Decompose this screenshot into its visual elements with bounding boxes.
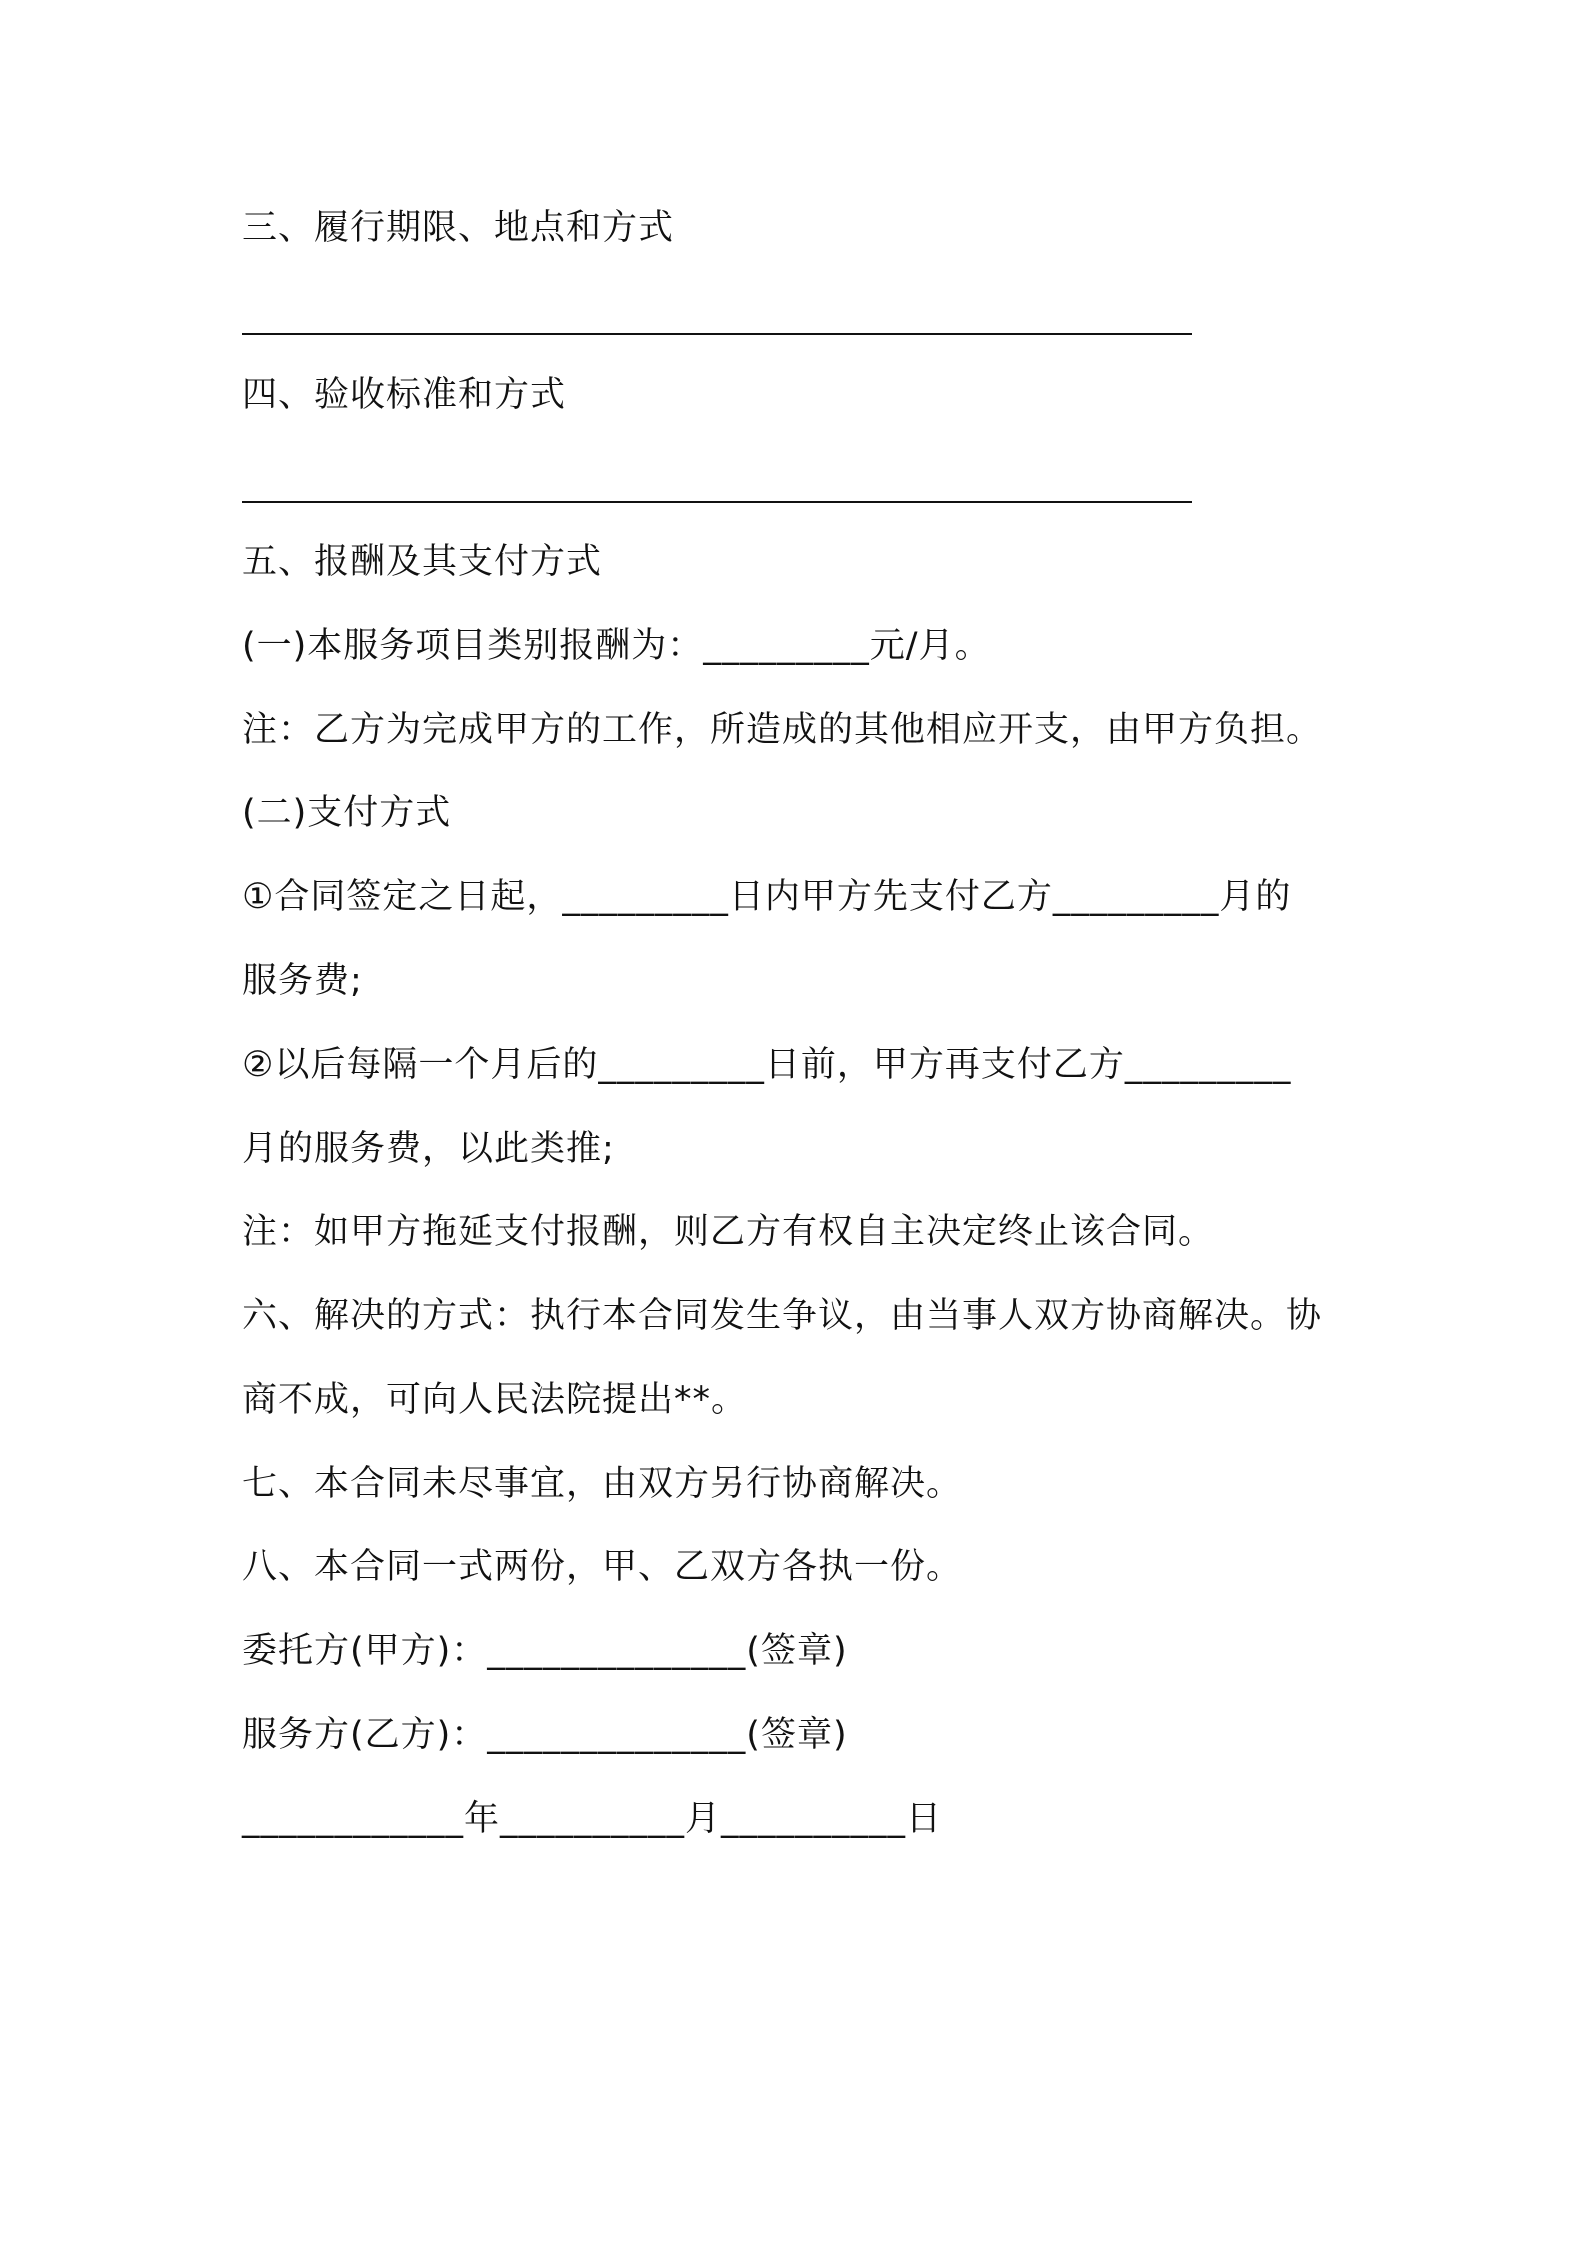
section-heading-copies: 八、本合同一式两份，甲、乙双方各执一份。 — [242, 1547, 963, 1587]
blank-fill-line — [242, 333, 1192, 335]
section-heading-remuneration: 五、报酬及其支付方式 — [242, 542, 603, 582]
paragraph: ①合同签定之日起，_________日内甲方先支付乙方_________月的 — [242, 877, 1292, 917]
paragraph-note: 注：乙方为完成甲方的工作，所造成的其他相应开支，由甲方负担。 — [242, 710, 1323, 750]
paragraph: ②以后每隔一个月后的_________日前，甲方再支付乙方_________ — [242, 1045, 1292, 1085]
section-heading-acceptance: 四、验收标准和方式 — [242, 375, 567, 415]
date-line: ____________年__________月__________日 — [242, 1799, 943, 1839]
section-heading-misc: 七、本合同未尽事宜，由双方另行协商解决。 — [242, 1464, 963, 1504]
paragraph: (一)本服务项目类别报酬为：_________元/月。 — [242, 626, 991, 666]
section-heading-performance: 三、履行期限、地点和方式 — [242, 208, 675, 248]
paragraph: 商不成，可向人民法院提出**。 — [242, 1380, 748, 1420]
paragraph-note: 注：如甲方拖延支付报酬，则乙方有权自主决定终止该合同。 — [242, 1212, 1215, 1252]
blank-fill-line — [242, 501, 1192, 503]
paragraph: 月的服务费，以此类推; — [242, 1129, 615, 1169]
paragraph: 服务费; — [242, 961, 363, 1001]
signature-line-client: 委托方(甲方)：______________(签章) — [242, 1631, 848, 1671]
section-heading-dispute: 六、解决的方式：执行本合同发生争议，由当事人双方协商解决。协 — [242, 1296, 1323, 1336]
signature-line-provider: 服务方(乙方)：______________(签章) — [242, 1715, 848, 1755]
subheading-payment-method: (二)支付方式 — [242, 793, 452, 833]
